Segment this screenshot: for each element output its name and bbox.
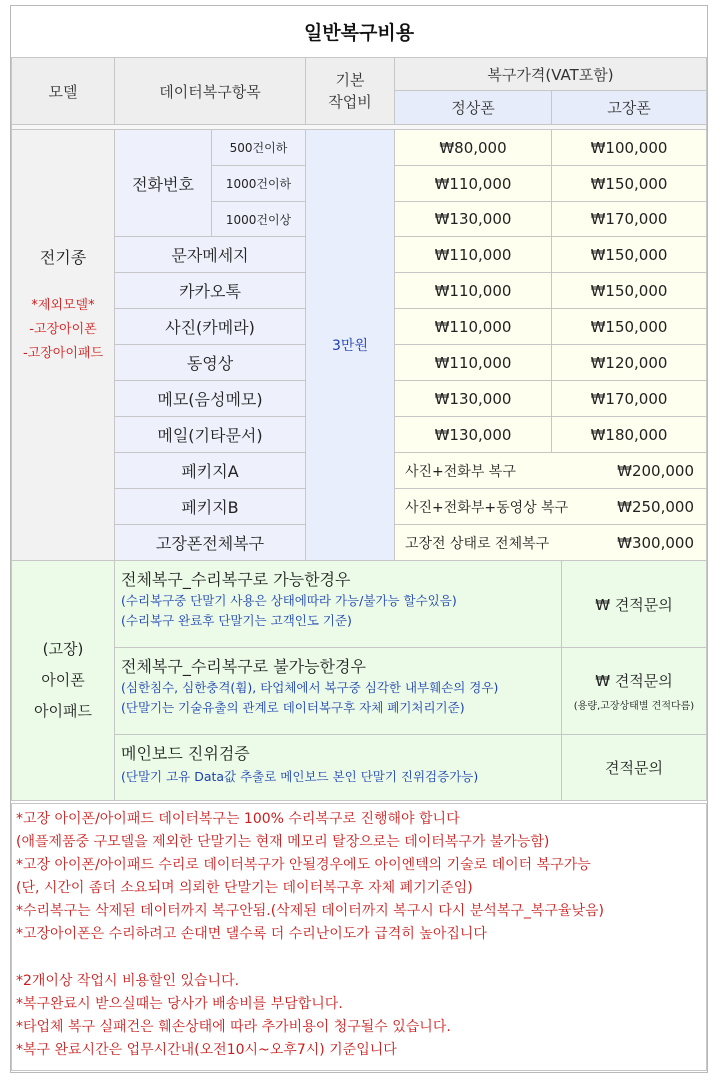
android-model-cell bbox=[11, 129, 115, 561]
exclude-item-ipad: -고장아이패드 bbox=[22, 345, 104, 361]
header-model: 모델 bbox=[11, 57, 115, 125]
price-normal: ₩130,000 bbox=[394, 380, 552, 417]
header-data-item: 데이터복구항목 bbox=[114, 57, 306, 125]
price-broken: ₩150,000 bbox=[551, 272, 707, 309]
price-normal: ₩80,000 bbox=[394, 129, 552, 166]
case2-price-cell bbox=[561, 647, 707, 735]
full-recovery-desc: 고장전 상태로 전체복구 bbox=[405, 535, 550, 552]
iphone-model-line1: (고장) bbox=[42, 640, 84, 658]
iphone-model-line2: 아이폰 bbox=[41, 671, 85, 689]
note-line: (애플제품중 구모델을 제외한 단말기는 현재 메모리 탈장으로는 데이터복구가 불가능함) bbox=[16, 834, 550, 850]
note-line: *타업체 복구 실패건은 훼손상태에 따라 추가비용이 청구될수 있습니다. bbox=[16, 1019, 451, 1035]
full-recovery-label: 고장폰전체복구 bbox=[114, 524, 306, 561]
note-line: *복구 완료시간은 업무시간내(오전10시~오후7시) 기준입니다 bbox=[16, 1042, 397, 1058]
note-line: (단, 시간이 좀더 소요되며 의뢰한 단말기는 데이터복구후 자체 폐기기준임) bbox=[16, 880, 473, 896]
case2-price-note: (용량,고장상태별 견적다름) bbox=[573, 701, 695, 712]
price-broken: ₩170,000 bbox=[551, 201, 707, 237]
item-kakaotalk: 카카오톡 bbox=[114, 272, 306, 309]
phone-number-label: 전화번호 bbox=[114, 129, 212, 237]
iphone-case-repairable bbox=[114, 560, 562, 648]
package-a-label: 페키지A bbox=[114, 452, 306, 489]
android-basic-fee: 3만원 bbox=[305, 129, 395, 561]
case-title: 메인보드 진위검증 bbox=[121, 744, 250, 763]
note-line: *수리복구는 삭제된 데이터까지 복구안됨.(삭제된 데이터까지 복구시 다시 분석복구_복구율낮음) bbox=[16, 903, 604, 919]
note-line: *복구완료시 받으실때는 당사가 배송비를 부담합니다. bbox=[16, 996, 343, 1012]
phone-sub-500: 500건이하 bbox=[211, 129, 306, 166]
price-normal: ₩110,000 bbox=[394, 344, 552, 381]
case-note: (심한침수, 심한충격(휨), 타업체에서 복구중 심각한 내부훼손의 경우) bbox=[121, 680, 499, 695]
notes-section bbox=[11, 803, 707, 1071]
page-title: 일반복구비용 bbox=[11, 6, 707, 58]
case-title: 전체복구_수리복구로 불가능한경우 bbox=[121, 657, 366, 676]
price-normal: ₩110,000 bbox=[394, 308, 552, 345]
full-recovery-price-cell bbox=[394, 524, 707, 561]
price-normal: ₩110,000 bbox=[394, 236, 552, 273]
package-b-desc: 사진+전화부+동영상 복구 bbox=[405, 499, 569, 516]
header-broken-phone: 고장폰 bbox=[551, 90, 707, 125]
android-model-label: 전기종 bbox=[39, 247, 87, 267]
price-broken: ₩100,000 bbox=[551, 129, 707, 166]
package-a-price: ₩200,000 bbox=[617, 461, 694, 480]
iphone-model-line3: 아이패드 bbox=[34, 702, 92, 720]
item-video: 동영상 bbox=[114, 344, 306, 381]
case-note: (단말기 고유 Data값 추출로 메인보드 본인 단말기 진위검증가능) bbox=[121, 769, 479, 784]
price-broken: ₩150,000 bbox=[551, 308, 707, 345]
price-normal: ₩110,000 bbox=[394, 165, 552, 202]
exclude-item-iphone: -고장아이폰 bbox=[29, 321, 97, 337]
package-b-price: ₩250,000 bbox=[617, 497, 694, 516]
note-line: *고장 아이폰/아이패드 수리로 데이터복구가 안될경우에도 아이엔텍의 기술로 데이터 복구가능 bbox=[16, 857, 591, 873]
case-note: (수리복구중 단말기 사용은 상태에따라 가능/불가능 할수있음) bbox=[121, 593, 457, 608]
package-b-label: 페키지B bbox=[114, 488, 306, 525]
phone-sub-1000-below: 1000건이하 bbox=[211, 165, 306, 202]
price-broken: ₩170,000 bbox=[551, 380, 707, 417]
item-memo: 메모(음성메모) bbox=[114, 380, 306, 417]
package-b-price-cell bbox=[394, 488, 707, 525]
iphone-case-board-verify bbox=[114, 734, 562, 801]
price-broken: ₩180,000 bbox=[551, 416, 707, 453]
full-recovery-price: ₩300,000 bbox=[617, 533, 694, 552]
note-gap bbox=[16, 946, 706, 970]
phone-sub-1000-above: 1000건이상 bbox=[211, 201, 306, 237]
item-sms: 문자메세지 bbox=[114, 236, 306, 273]
price-normal: ₩110,000 bbox=[394, 272, 552, 309]
price-broken: ₩150,000 bbox=[551, 236, 707, 273]
header-basic-fee-text: 기본 작업비 bbox=[328, 71, 372, 111]
note-line: *2개이상 작업시 비용할인 있습니다. bbox=[16, 973, 240, 989]
iphone-model-cell bbox=[11, 560, 115, 801]
item-photo: 사진(카메라) bbox=[114, 308, 306, 345]
case-note: (단말기는 기술유출의 관계로 데이터복구후 자체 폐기처리기준) bbox=[121, 700, 465, 715]
note-line: *고장아이폰은 수리하려고 손대면 댈수록 더 수리난이도가 급격히 높아집니다 bbox=[16, 926, 487, 942]
price-broken: ₩120,000 bbox=[551, 344, 707, 381]
item-mail: 메일(기타문서) bbox=[114, 416, 306, 453]
iphone-case-unrepairable bbox=[114, 647, 562, 735]
price-broken: ₩150,000 bbox=[551, 165, 707, 202]
header-normal-phone: 정상폰 bbox=[394, 90, 552, 125]
note-line: *고장 아이폰/아이패드 데이터복구는 100% 수리복구로 진행해야 합니다 bbox=[16, 811, 460, 827]
package-a-desc: 사진+전화부 복구 bbox=[405, 463, 516, 480]
case-title: 전체복구_수리복구로 가능한경우 bbox=[121, 570, 351, 589]
case3-price: 견적문의 bbox=[561, 734, 707, 801]
header-price: 복구가격(VAT포함) bbox=[394, 57, 707, 91]
case-note: (수리복구 완료후 단말기는 고객인도 기준) bbox=[121, 613, 352, 628]
package-a-price-cell bbox=[394, 452, 707, 489]
price-normal: ₩130,000 bbox=[394, 201, 552, 237]
exclude-title: *제외모델* bbox=[31, 297, 95, 313]
header-basic-fee bbox=[305, 57, 395, 125]
price-normal: ₩130,000 bbox=[394, 416, 552, 453]
case1-price: ₩ 견적문의 bbox=[561, 560, 707, 648]
case2-price: ₩ 견적문의 bbox=[595, 672, 673, 690]
